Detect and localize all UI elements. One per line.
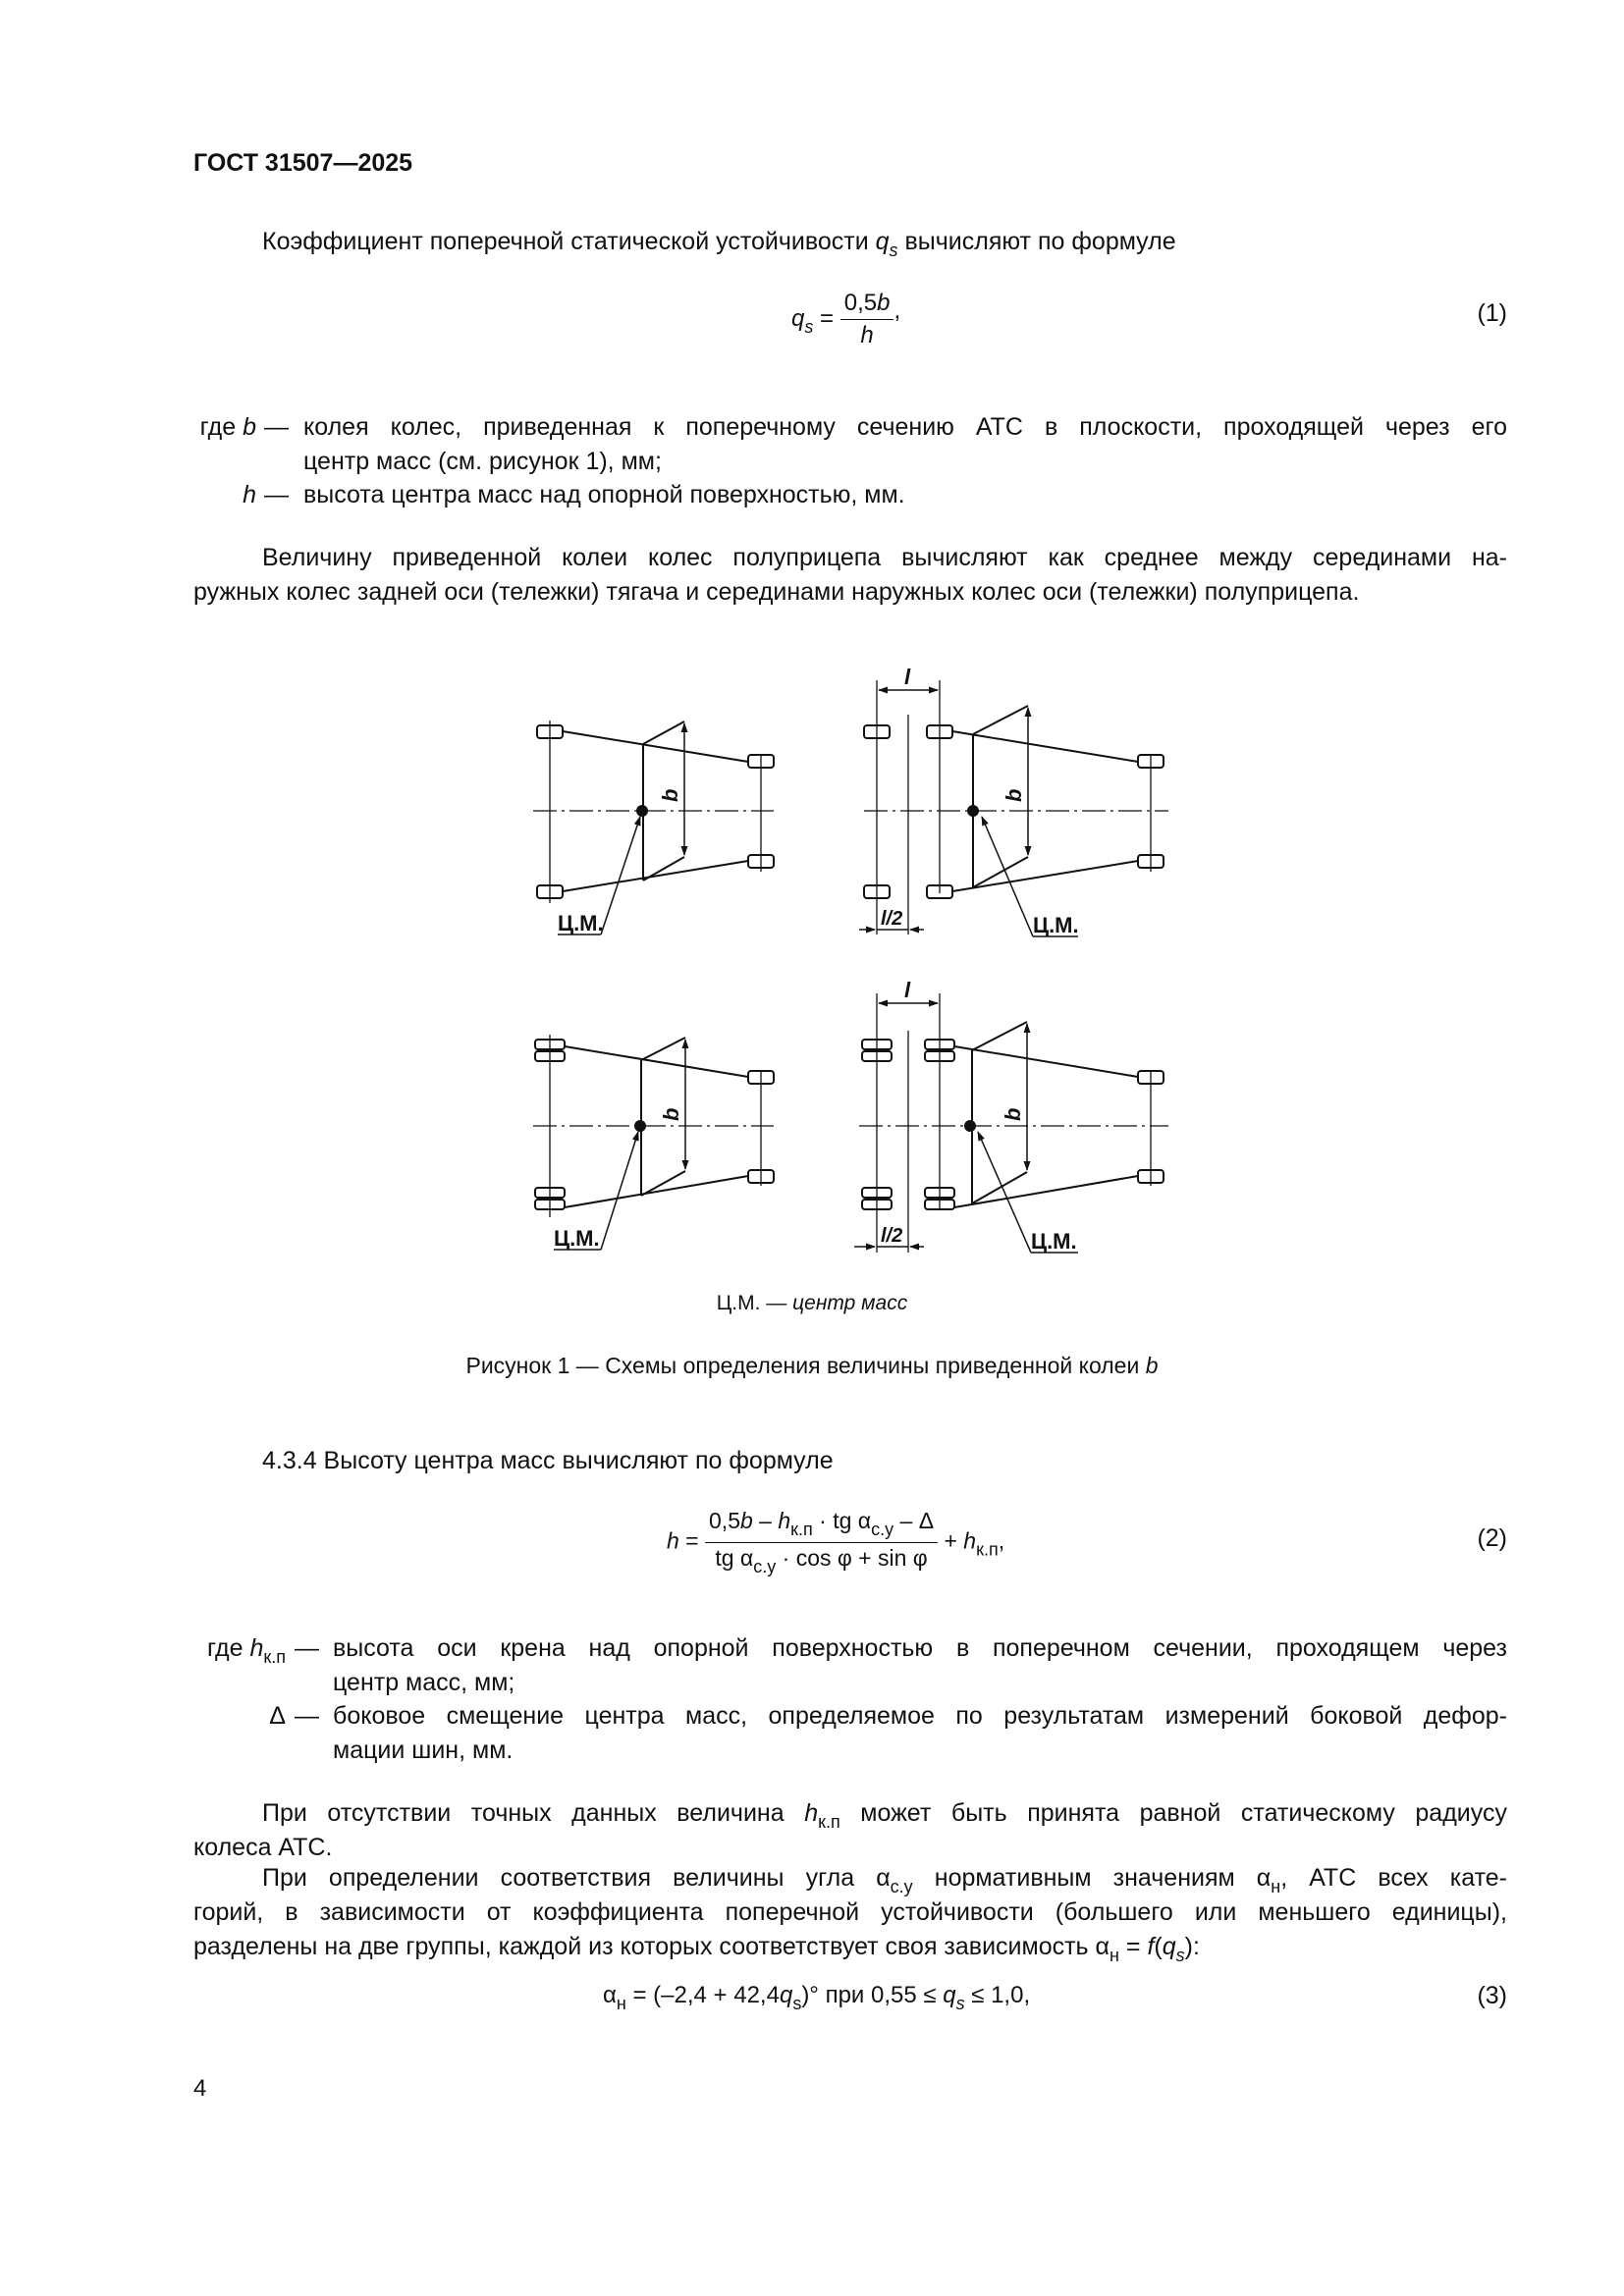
p3-l3-sub: н [1109,1946,1119,1965]
f2-den-alpha-sub: с.у [753,1557,777,1576]
definition-hkp-symbol-sub: к.п [263,1647,286,1667]
formula-1-tail: , [893,296,901,324]
section-4-3-4: 4.3.4 Высоту центра масс вычисляют по формуле [262,1447,834,1474]
page-number: 4 [193,2075,207,2102]
formula-2-lhs: h [667,1527,679,1554]
label-b-bottom-right: b [1001,1107,1025,1121]
definition-h-dash: — [264,481,289,508]
label-b-bottom-left: b [659,1107,683,1121]
formula-3-number: (3) [1477,1982,1507,2009]
formula-1-fraction [840,290,894,349]
scheme-bottom-right [854,993,1168,1253]
p3-sub-1: с.у [890,1877,913,1896]
scheme-bottom-left [533,1035,774,1250]
definition-hkp [193,1631,1507,1702]
formula-1-num-coef: 0,5 [843,290,878,316]
p3-l3-q: q [1162,1933,1176,1960]
f3-q-sub: s [792,1994,802,2013]
p3-l3-c: ( [1154,1933,1163,1960]
p3-l3-d: ): [1184,1933,1200,1960]
f2-num-delta: – Δ [893,1508,935,1533]
f3-alpha: α [603,1982,617,2008]
formula-3 [603,1982,1030,2014]
f2-num-alpha-sub: с.у [871,1520,894,1539]
definition-b-prefix: где [199,413,244,441]
p3-l3-f: f [1147,1933,1155,1960]
paragraph-track-line-2: ружных колес задней оси (тележки) тягача и серединами наружных колес оси (тележки) полуприцепа. [193,578,1360,606]
p2-var: h [804,1799,819,1827]
f3-q: q [779,1982,793,2008]
definition-hkp-symbol: h [249,1634,264,1662]
f2-num-coef: 0,5 [709,1508,740,1533]
paragraph-groups-line-2: горий, в зависимости от коэффициента поперечной устойчивости (большего или меньшего единицы), [193,1898,1507,1926]
formula-2-eq: = [678,1527,699,1554]
p3-text-b: нормативным значениям α [912,1864,1272,1892]
definition-h-symbol: h [243,481,256,508]
label-b-top-left: b [658,788,682,802]
definition-delta-dash: — [295,1702,319,1730]
f3-alpha-sub: н [616,1994,626,2013]
formula-1-lhs: q [791,304,805,332]
definition-hkp-prefix: где [207,1634,250,1662]
intro-paragraph [262,225,1176,268]
f3-part-3: при 0,55 ≤ [818,1982,944,2008]
f2-num-b: b [740,1508,753,1533]
formula-1-denominator: h [860,322,874,348]
definition-h [193,478,1507,513]
formula-1-num-var: b [877,290,891,316]
definition-b-dash: — [264,413,289,441]
figure-1-diagram [511,658,1188,1286]
definition-hkp-text-2: центр масс, мм; [333,1669,515,1696]
definition-hkp-text: высота оси крена над опорной поверхностью в поперечном сечении, проходящем через [333,1634,1507,1662]
f2-plus: + [938,1527,964,1554]
figure-legend-text: центр масс [792,1292,908,1314]
paragraph-track-line-1: Величину приведенной колеи колес полуприцепа вычисляют как среднее между серединами на- [262,544,1507,571]
f2-num-minus: – [752,1508,779,1533]
figure-caption-text: Рисунок 1 — Схемы определения величины приведенной колеи [465,1353,1146,1378]
scheme-top-left [533,721,774,934]
definition-b-term [193,410,256,445]
label-cm-bottom-left: Ц.М. [554,1226,600,1251]
scheme-top-right [859,680,1168,936]
f3-q2: q [943,1982,956,2008]
label-b-top-right: b [1001,788,1026,802]
document-header: ГОСТ 31507—2025 [193,149,413,177]
p3-l3-qsub: s [1175,1946,1185,1965]
intro-text: Коэффициент поперечной статической устойчивости [262,228,876,255]
definition-hkp-dash: — [295,1634,319,1662]
definition-h-text: высота центра масс над опорной поверхностью, мм. [303,481,905,508]
definition-hkp-term [193,1631,286,1675]
paragraph-hkp-line-2: колеса АТС. [193,1834,333,1861]
label-l-top: l [904,665,911,689]
f2-tail-h-sub: к.п [976,1539,999,1560]
f3-part-2: )° [801,1982,819,2008]
formula-1-lhs-sub: s [804,316,814,337]
formula-1-eq: = [813,304,835,332]
figure-legend-abbr: Ц.М. — [716,1292,793,1314]
label-cm-bottom-right: Ц.М. [1031,1229,1077,1254]
definition-b-symbol: b [243,413,256,441]
f3-part-4: ≤ 1,0, [964,1982,1031,2008]
label-l-half-top: l/2 [881,908,903,930]
f2-tail-h: h [963,1527,977,1554]
formula-2-numerator [705,1508,938,1543]
figure-legend [0,1292,1624,1315]
intro-var-sub: s [889,240,898,260]
intro-text-after: вычисляют по формуле [897,228,1176,255]
f2-tail: , [998,1527,1005,1554]
formula-1-number: (1) [1477,299,1507,327]
formula-1-numerator [840,290,894,320]
definition-delta-text: боковое смещение центра масс, определяемое по результатам измерений боковой дефор- [333,1702,1507,1730]
definition-delta-symbol: Δ [269,1702,286,1730]
p2-var-sub: к.п [818,1812,840,1832]
label-l-half-bottom: l/2 [881,1225,903,1247]
f2-den-rest: · cos φ + sin φ [776,1545,928,1571]
p2-text-a: При отсутствии точных данных величина [262,1799,805,1827]
label-l-bottom: l [904,978,911,1002]
label-cm-top-right: Ц.М. [1033,913,1079,937]
p3-l3-b: = [1118,1933,1148,1960]
definition-delta [193,1699,1507,1770]
f3-part-1: = (–2,4 + 42,4 [625,1982,780,2008]
f3-q2-sub: s [955,1994,965,2013]
definition-b-text: колея колес, приведенная к поперечному сечению АТС в плоскости, проходящей через его [303,413,1507,441]
formula-2-denominator [705,1543,938,1577]
definition-b [193,410,1507,481]
f2-num-h-sub: к.п [790,1520,813,1539]
figure-caption [0,1353,1624,1379]
definition-b-text-2: центр масс (см. рисунок 1), мм; [303,448,662,475]
formula-2 [667,1508,1004,1577]
paragraph-hkp-line-1 [262,1796,1507,1840]
figure-caption-var: b [1145,1353,1159,1378]
f2-num-h: h [778,1508,791,1533]
p3-text-a: При определении соответствия величины угла α [262,1864,891,1892]
p3-l3-a: разделены на две группы, каждой из которых соответствует своя зависимость α [193,1933,1110,1960]
paragraph-groups-line-3 [193,1930,1200,1973]
f2-num-tg: · tg α [812,1508,872,1533]
p3-text-c: , АТС всех кате- [1280,1864,1507,1892]
formula-2-fraction [705,1508,938,1577]
formula-1 [791,290,900,349]
p2-text-b: может быть принята равной статическому радиусу [839,1799,1507,1827]
p3-sub-2: н [1271,1877,1281,1896]
definition-delta-text-2: мации шин, мм. [333,1736,514,1764]
intro-var: q [875,228,890,255]
f2-den-tg: tg α [715,1545,754,1571]
label-cm-top-left: Ц.М. [558,911,604,935]
formula-2-number: (2) [1477,1524,1507,1552]
